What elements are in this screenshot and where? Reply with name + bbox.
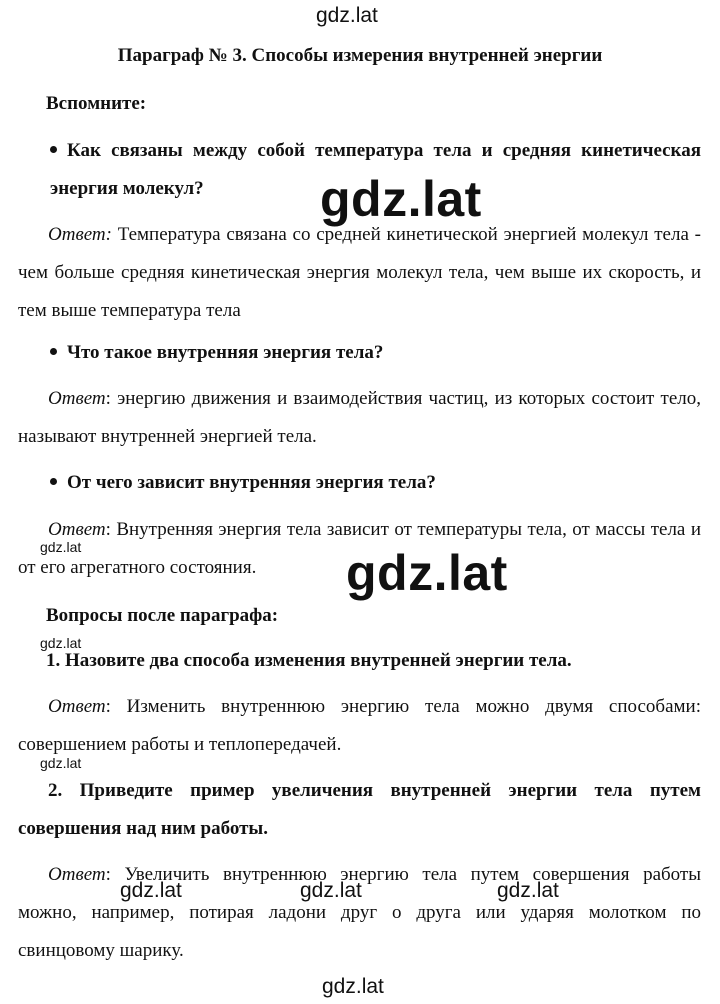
- remember-question-1-text: Как связаны между собой температура тела и средняя кинетическая энергия молекул?: [50, 140, 701, 199]
- watermark-mid-right: gdz.lat: [497, 879, 559, 902]
- question-answer-1: [18, 688, 701, 764]
- remember-answer-2: [18, 380, 701, 456]
- answer-text: : Увеличить внутреннюю энергию тела путем совершения работы можно, например, потирая ладони друг о друга или ударяя молотком по свинцовому шарику.: [18, 864, 701, 961]
- watermark-mid-left: gdz.lat: [120, 879, 182, 902]
- page-title: Параграф № 3. Способы измерения внутренней энергии: [117, 45, 603, 66]
- remember-question-2: [50, 334, 701, 372]
- question-answer-2: [18, 856, 701, 970]
- answer-label: Ответ: [48, 388, 106, 409]
- remember-question-1: [18, 132, 701, 208]
- remember-answer-1: [18, 216, 701, 330]
- bullet-icon: [50, 348, 57, 355]
- watermark-small-1: gdz.lat: [40, 539, 82, 555]
- answer-text: : Внутренняя энергия тела зависит от температуры тела, от массы тела и от его агрегатного состояния.: [18, 519, 701, 578]
- answer-text: : Изменить внутреннюю энергию тела можно двумя способами: совершением работы и теплопередачей.: [18, 696, 701, 755]
- remember-answer-3: [18, 511, 701, 587]
- remember-question-2-text: Что такое внутренняя энергия тела?: [67, 342, 384, 363]
- watermark-mid-center: gdz.lat: [300, 879, 362, 902]
- answer-label: Ответ: [48, 696, 106, 717]
- watermark-large-2: gdz.lat: [346, 545, 508, 601]
- answer-text: : энергию движения и взаимодействия частиц, из которых состоит тело, называют внутренней энергией тела.: [18, 388, 701, 447]
- bullet-icon: [50, 478, 57, 485]
- watermark-large-1: gdz.lat: [320, 171, 482, 227]
- question-1: 1. Назовите два способа изменения внутренней энергии тела.: [46, 650, 572, 671]
- remember-question-3: [50, 464, 701, 502]
- watermark-bottom: gdz.lat: [322, 975, 384, 998]
- questions-heading: Вопросы после параграфа:: [46, 605, 279, 626]
- remember-question-3-text: От чего зависит внутренняя энергия тела?: [67, 472, 436, 493]
- bullet-icon: [50, 146, 57, 153]
- watermark-small-3: gdz.lat: [40, 755, 82, 771]
- answer-label: Ответ: [48, 519, 106, 540]
- answer-label: Ответ:: [48, 224, 112, 245]
- watermark-top: gdz.lat: [316, 4, 378, 27]
- watermark-small-2: gdz.lat: [40, 635, 82, 651]
- answer-text: Температура связана со средней кинетической энергией молекул тела - чем больше средняя кинетическая энергия молекул тела, чем выше их скорость, и тем выше температура тела: [18, 224, 701, 321]
- answer-label: Ответ: [48, 864, 106, 885]
- question-2: 2. Приведите пример увеличения внутренней энергии тела путем совершения над ним работы.: [18, 780, 701, 839]
- remember-heading: Вспомните:: [46, 93, 147, 114]
